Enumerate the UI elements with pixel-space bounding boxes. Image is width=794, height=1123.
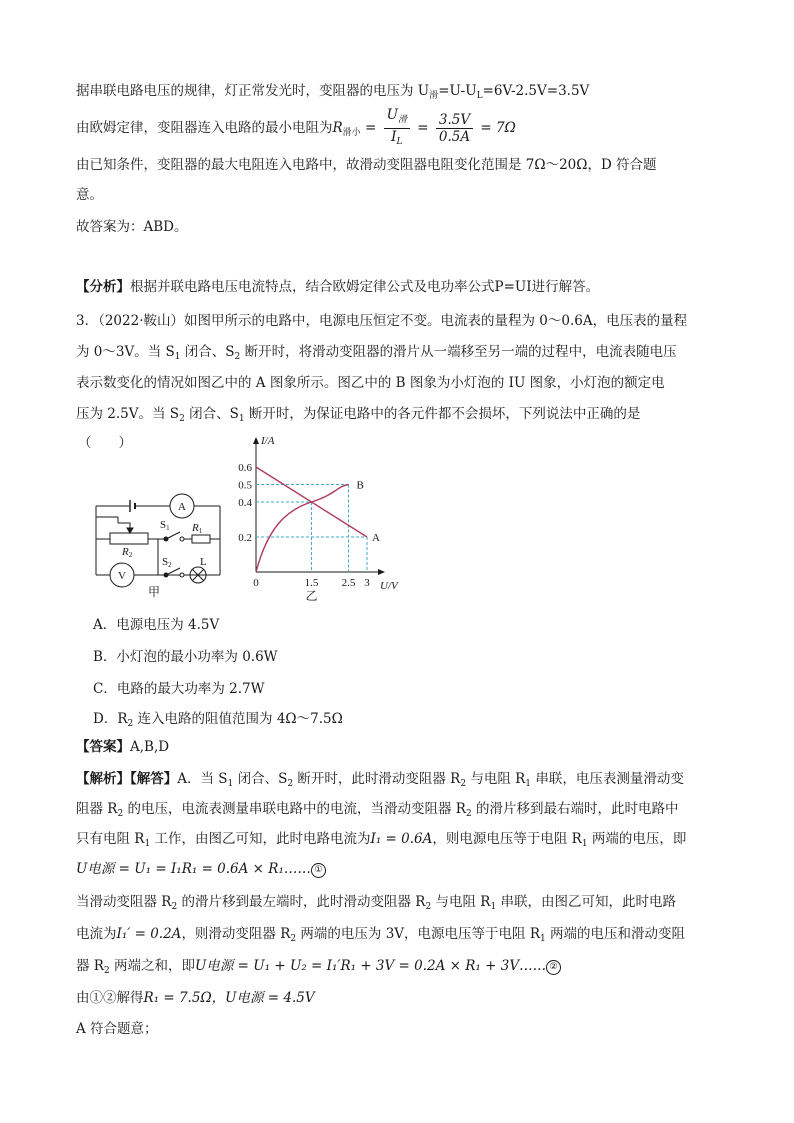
text: = — [413, 120, 433, 136]
answer-tag: 【答案】 — [76, 739, 130, 755]
text: 连入电路的阻值范围为 4Ω～7.5Ω — [133, 711, 343, 727]
r1-label: R1 — [192, 522, 203, 535]
circuit-labels — [118, 501, 207, 599]
y-axis-arrow — [253, 437, 259, 444]
subscript: 2 — [287, 779, 294, 789]
text: 的滑片移到最左端时，此时滑动变阻器 R — [177, 894, 426, 910]
resistor-r1 — [192, 535, 210, 543]
switch-s2 — [166, 568, 180, 575]
explain-line — [76, 770, 684, 793]
text: ，则电源电压等于电阻 R — [432, 831, 582, 847]
explain-line — [76, 860, 326, 878]
option-d — [93, 707, 343, 729]
answer-blank: （ ） — [78, 435, 132, 451]
text: 两端的电压和滑动变阻 — [545, 926, 686, 942]
explain-line — [76, 957, 561, 980]
subscript: 1 — [581, 839, 588, 849]
text: 的电压，电流表测量串联电路中的电流，当滑动变阻器 R — [123, 801, 466, 817]
x-axis-label: U/V — [380, 580, 398, 592]
ammeter-label: A — [178, 501, 186, 513]
graph-caption: 乙 — [305, 589, 318, 603]
subscript: 1 — [227, 779, 234, 789]
text: 根据并联电路电压电流特点，结合欧姆定律公式及电功率公式P=UI进行解答。 — [130, 279, 600, 295]
text: 的滑片移到最右端时，此时电路中 — [471, 801, 679, 817]
equation-number: ① — [311, 863, 326, 878]
math-symbol: I — [391, 129, 397, 145]
explain-line — [76, 893, 676, 916]
fraction — [436, 112, 473, 145]
subscript: 1 — [238, 414, 245, 424]
y-tick-label: 0.5 — [238, 479, 252, 492]
text-line — [76, 82, 589, 105]
math-text: = 7Ω — [476, 120, 516, 136]
x-tick-label: 3 — [364, 577, 370, 589]
math-symbol: R — [332, 120, 343, 136]
circuit-diagram — [96, 494, 220, 587]
text: 器 R — [76, 958, 104, 974]
answer-line — [76, 738, 169, 756]
text: 串联，电压表测量滑动变 — [531, 771, 684, 787]
x-tick-label: 1.5 — [304, 577, 319, 589]
explain-line — [76, 989, 315, 1007]
math-expression: U电源 = U₁ = I₁R₁ = 0.6A × R₁…… — [76, 861, 311, 877]
option-c: C．电路的最大功率为 2.7W — [93, 681, 265, 697]
analysis-line — [76, 278, 599, 296]
subscript: 2 — [460, 779, 467, 789]
denominator: 0.5A — [438, 129, 471, 145]
subscript: 2 — [465, 809, 472, 819]
iu-graph — [238, 435, 399, 603]
curve-a-label: A — [372, 532, 380, 544]
text: 阻器 R — [76, 801, 118, 817]
text: 压为 2.5V。当 S — [76, 406, 180, 422]
text: 闭合、S — [233, 771, 288, 787]
text: A．当 S — [177, 771, 228, 787]
question-line: 表示数变化的情况如图乙中的 A 图象所示。图乙中的 B 图象为小灯泡的 IU 图象，小灯泡的额定电 — [76, 375, 665, 391]
text: =6V-2.5V=3.5V — [482, 83, 590, 99]
subscript: 2 — [127, 719, 134, 729]
option-a: A．电源电压为 4.5V — [93, 617, 220, 633]
text: 闭合、S — [180, 344, 235, 360]
question-line — [76, 405, 640, 428]
answer-text: A,B,D — [130, 739, 170, 755]
math-symbol: U — [386, 107, 398, 123]
curve-b-label: B — [356, 479, 364, 492]
text: 断开时，此时滑动变阻器 R — [293, 771, 461, 787]
fraction — [384, 107, 410, 150]
text-line-formula — [76, 107, 516, 151]
text: ，则滑动变阻器 R — [181, 926, 291, 942]
question-line: 3．（2022·鞍山）如图甲所示的电路中，电源电压恒定不变。电流表的量程为 0～0.6A，电压表的量程 — [76, 313, 688, 329]
rheostat-r2 — [110, 533, 148, 544]
text: 串联，由图乙可知，此时电路 — [496, 894, 676, 910]
text: 闭合、S — [184, 406, 239, 422]
subscript: 2 — [117, 809, 124, 819]
text-line: 意。 — [76, 187, 103, 203]
explain-line — [76, 830, 686, 853]
text: 与电阻 R — [431, 894, 491, 910]
circuit-caption: 甲 — [148, 585, 161, 599]
x-axis-arrow — [378, 569, 385, 575]
subscript: 2 — [179, 414, 185, 424]
text: 两端之和，即 — [109, 958, 195, 974]
analysis-tag: 【分析】 — [76, 279, 130, 295]
subscript: 1 — [174, 352, 181, 362]
lamp-label: L — [200, 556, 207, 568]
subscript: 2 — [171, 902, 178, 912]
subscript: L — [476, 91, 483, 101]
question-figure — [90, 432, 420, 607]
text-line: 由已知条件，变阻器的最大电阻连入电路中，故滑动变阻器电阻变化范围是 7Ω～20Ω，D 符合题 — [76, 157, 657, 173]
question-line — [76, 343, 677, 366]
math-expression: I₁′ = 0.2A — [116, 926, 182, 942]
subscript: 滑 — [429, 91, 439, 101]
math-expression: I₁ = 0.6A — [370, 831, 433, 847]
explain-line — [76, 800, 678, 823]
equation-number: ② — [546, 960, 561, 975]
s2-label: S2 — [162, 556, 172, 569]
math-expression: U电源 = U₁ + U₂ = I₁′R₁ + 3V = 0.2A × R₁ + 3V…… — [195, 958, 547, 974]
y-tick-label: 0.6 — [238, 462, 252, 474]
text: 与电阻 R — [466, 771, 526, 787]
numerator: 3.5V — [436, 112, 473, 129]
text: 只有电阻 R — [76, 831, 145, 847]
explain-tag: 【解析】【解答】 — [76, 771, 178, 787]
x-tick-label: 2.5 — [341, 577, 356, 589]
s1-label: S1 — [160, 519, 170, 532]
text: 电流为 — [76, 926, 117, 942]
text: D．R — [93, 711, 128, 727]
text: 由欧姆定律，变阻器连入电路的最小电阻为 — [76, 120, 333, 136]
explain-line: A 符合题意； — [76, 1021, 158, 1037]
subscript: 1 — [144, 839, 151, 849]
text: 两端的电压，即 — [587, 831, 687, 847]
subscript: 滑小 — [342, 128, 361, 138]
subscript: L — [396, 137, 403, 147]
text: = — [360, 120, 381, 136]
text: 当滑动变阻器 R — [76, 894, 172, 910]
switch-s1 — [166, 532, 180, 539]
subscript: 1 — [490, 902, 497, 912]
subscript: 滑 — [397, 115, 407, 125]
subscript: 2 — [103, 966, 110, 976]
y-tick-label: 0.4 — [238, 497, 252, 509]
text: 为 0～3V。当 S — [76, 344, 175, 360]
subscript: 1 — [525, 779, 532, 789]
text: 断开时，为保证电路中的各元件都不会损坏，下列说法中正确的是 — [244, 406, 641, 422]
explain-line — [76, 925, 685, 948]
text: 由①②解得 — [76, 990, 144, 1006]
x-tick-label: 0 — [253, 577, 259, 589]
r2-label: R2 — [122, 546, 133, 559]
text: 断开时，将滑动变阻器的滑片从一端移至另一端的过程中，电流表随电压 — [240, 344, 677, 360]
text: 两端的电压为 3V，电源电压等于电阻 R — [296, 926, 541, 942]
option-b: B．小灯泡的最小功率为 0.6W — [93, 649, 278, 665]
y-axis-label: I/A — [261, 435, 275, 447]
text-line: 故答案为：ABD。 — [76, 219, 188, 235]
math-expression: R₁ = 7.5Ω，U电源 = 4.5V — [143, 990, 315, 1006]
text: 据串联电路电压的规律，灯正常发光时，变阻器的电压为 U — [76, 83, 430, 99]
subscript: 2 — [234, 352, 241, 362]
y-tick-label: 0.2 — [238, 532, 252, 544]
voltmeter-label: V — [118, 570, 126, 582]
subscript: 1 — [540, 934, 546, 944]
subscript: 2 — [425, 902, 432, 912]
text: 工作，由图乙可知，此时电路电流为 — [150, 831, 371, 847]
subscript: 2 — [290, 934, 297, 944]
curve-b — [256, 485, 349, 573]
text: =U-U — [438, 83, 477, 99]
